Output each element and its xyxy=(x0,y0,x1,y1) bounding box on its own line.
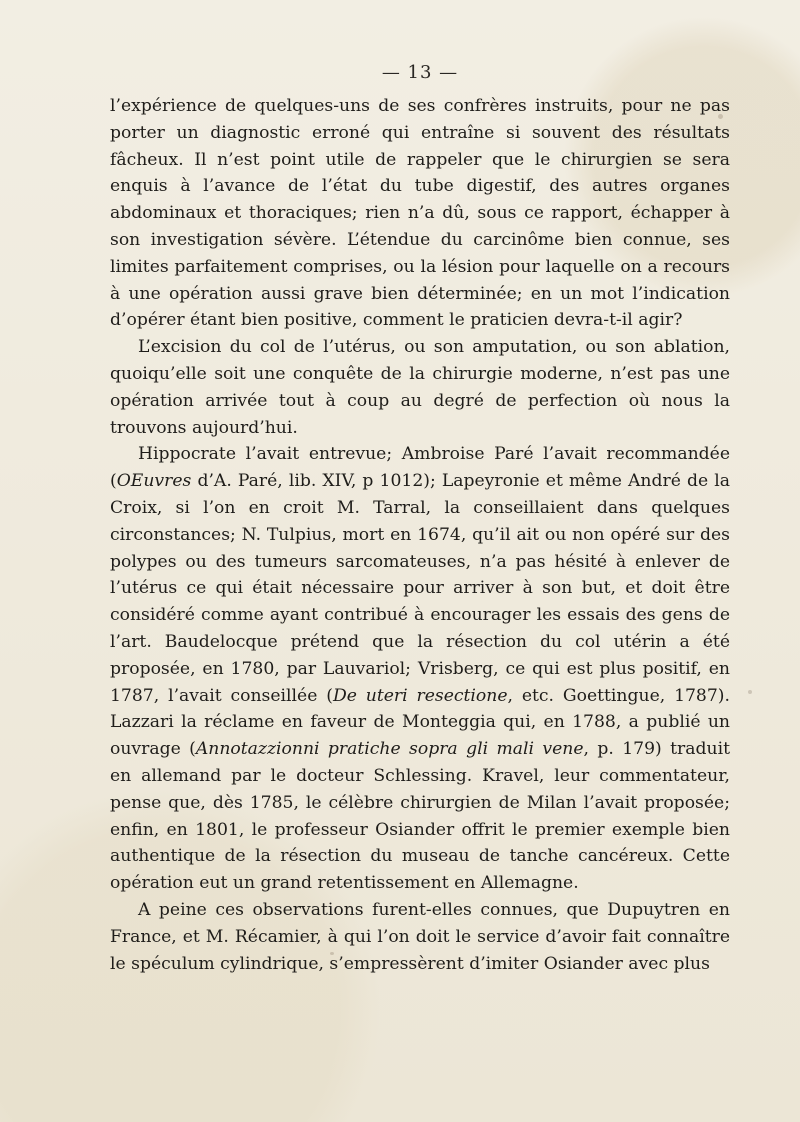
paragraph-1 xyxy=(110,93,730,334)
paragraph-3-citation-de-uteri: De uteri resectione xyxy=(332,685,508,706)
paragraph-3-text-3: , etc. Goettingue, 1787). Lazzari la réclame en faveur de Monteggia qui, en 1788, a publié un ouvrage ( xyxy=(110,685,730,760)
paragraph-2 xyxy=(110,334,730,441)
paragraph-3-text-1: Hippocrate l’avait entrevue; Ambroise Paré l’avait recommandée ( xyxy=(110,444,730,492)
paragraph-1-text: l’expérience de quelques-uns de ses confrères instruits, pour ne pas porter un diagnostic erroné qui entraîne si souvent des résultats fâcheux. Il n’est point utile de rappeler que le chirurgien se sera enquis à l’avance de l’état du tube digestif, des autres organes abdominaux et thoraciques; rien n’a dû, sous ce rapport, échapper à son investigation sévère. L’étendue du carcinôme bien connue, ses limites parfaitement comprises, ou la lésion pour laquelle on a recours à une opération aussi grave bien déterminée; en un mot l’indication d’opérer étant bien positive, comment le praticien devra-t-il agir? xyxy=(110,96,730,331)
ink-spot xyxy=(330,952,334,955)
paragraph-2-text: L’excision du col de l’utérus, ou son amputation, ou son ablation, quoiqu’elle soit une conquête de la chirurgie moderne, n’est pas une opération arrivée tout à coup au degré de perfection où nous la trouvons aujourd’hui. xyxy=(110,337,730,438)
ink-spot xyxy=(748,690,752,694)
page-number: — 13 — xyxy=(381,62,459,83)
paragraph-4-text: A peine ces observations furent-elles connues, que Dupuytren en France, et M. Récamier, à qui l’on doit le service d’avoir fait connaître le spéculum cylindrique, s’empressèrent d’imiter Osiander avec plus xyxy=(110,899,730,974)
paragraph-3-text-2: d’A. Paré, lib. XIV, p 1012); Lapeyronie et même André de la Croix, si l’on en croit M. Tarral, la conseillaient dans quelques circonstances; N. Tulpius, mort en 1674, qu’il ait ou non opéré sur des polypes ou des tumeurs sarcomateuses, n’a pas hésité à enlever de l’utérus ce qui était nécessaire pour arriver à son but, et doit être considéré comme ayant contribué à encourager les essais des gens de l’art. Baudelocque prétend que la résection du col utérin a été proposée, en 1780, par Lauvariol; Vrisberg, ce qui est plus positif, en 1787, l’avait conseillée ( xyxy=(110,471,730,706)
ink-spot xyxy=(718,114,723,119)
paragraph-3 xyxy=(110,441,730,897)
paragraph-3-citation-annotazzionni: Annotazzionni pratiche sopra gli mali vene xyxy=(195,739,584,760)
paragraph-3-citation-oeuvres: OEuvres xyxy=(116,471,192,492)
paragraph-3-text-4: , p. 179) traduit en allemand par le docteur Schlessing. Kravel, leur commentateur, pense que, dès 1785, le célèbre chirurgien de Milan l’avait proposée; enfin, en 1801, le professeur Osiander offrit le premier exemple bien authentique de la résection du museau de tanche cancéreux. Cette opération eut un grand retentissement en Allemagne. xyxy=(110,739,730,894)
paragraph-4 xyxy=(110,897,730,977)
